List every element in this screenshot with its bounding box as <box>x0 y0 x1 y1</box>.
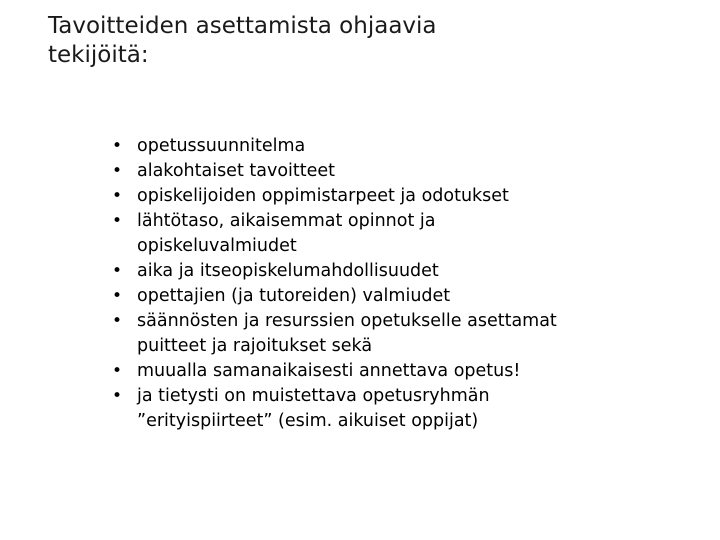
bullet-text: • aika ja itseopiskelumahdollisuudet <box>137 261 439 281</box>
bullet-text-continuation: puitteet ja rajoitukset sekä <box>137 336 373 356</box>
bullet-item-saannokset <box>108 309 668 359</box>
bullet-text: • ja tietysti on muistettava opetusryhmän <box>137 386 490 406</box>
bullet-item-opetusryhma <box>108 384 668 434</box>
bullet-text: • opiskelijoiden oppimistarpeet ja odotukset <box>137 186 509 206</box>
bullet-text: • opetussuunnitelma <box>137 136 306 156</box>
bullet-item-lahtotaso <box>108 209 668 259</box>
slide-title-line: tekijöitä: <box>48 42 149 68</box>
bullet-list <box>108 134 668 434</box>
bullet-text: • säännösten ja resurssien opetukselle asettamat <box>137 311 557 331</box>
bullet-item-opettajien-valmiudet <box>108 284 668 309</box>
bullet-text: • opettajien (ja tutoreiden) valmiudet <box>137 286 451 306</box>
slide-title-line: Tavoitteiden asettamista ohjaavia <box>48 13 437 39</box>
bullet-item-oppimistarpeet <box>108 184 668 209</box>
bullet-text: • alakohtaiset tavoitteet <box>137 161 336 181</box>
bullet-text-continuation: opiskeluvalmiudet <box>137 236 297 256</box>
bullet-item-alakohtaiset-tavoitteet <box>108 159 668 184</box>
bullet-item-opetussuunnitelma <box>108 134 668 159</box>
slide-title <box>48 12 608 70</box>
bullet-text: • lähtötaso, aikaisemmat opinnot ja <box>137 211 436 231</box>
bullet-item-muualla-opetus <box>108 359 668 384</box>
bullet-item-aika <box>108 259 668 284</box>
bullet-text: • muualla samanaikaisesti annettava opetus! <box>137 361 521 381</box>
bullet-text-continuation: ”erityispiirteet” (esim. aikuiset oppijat) <box>137 411 479 431</box>
